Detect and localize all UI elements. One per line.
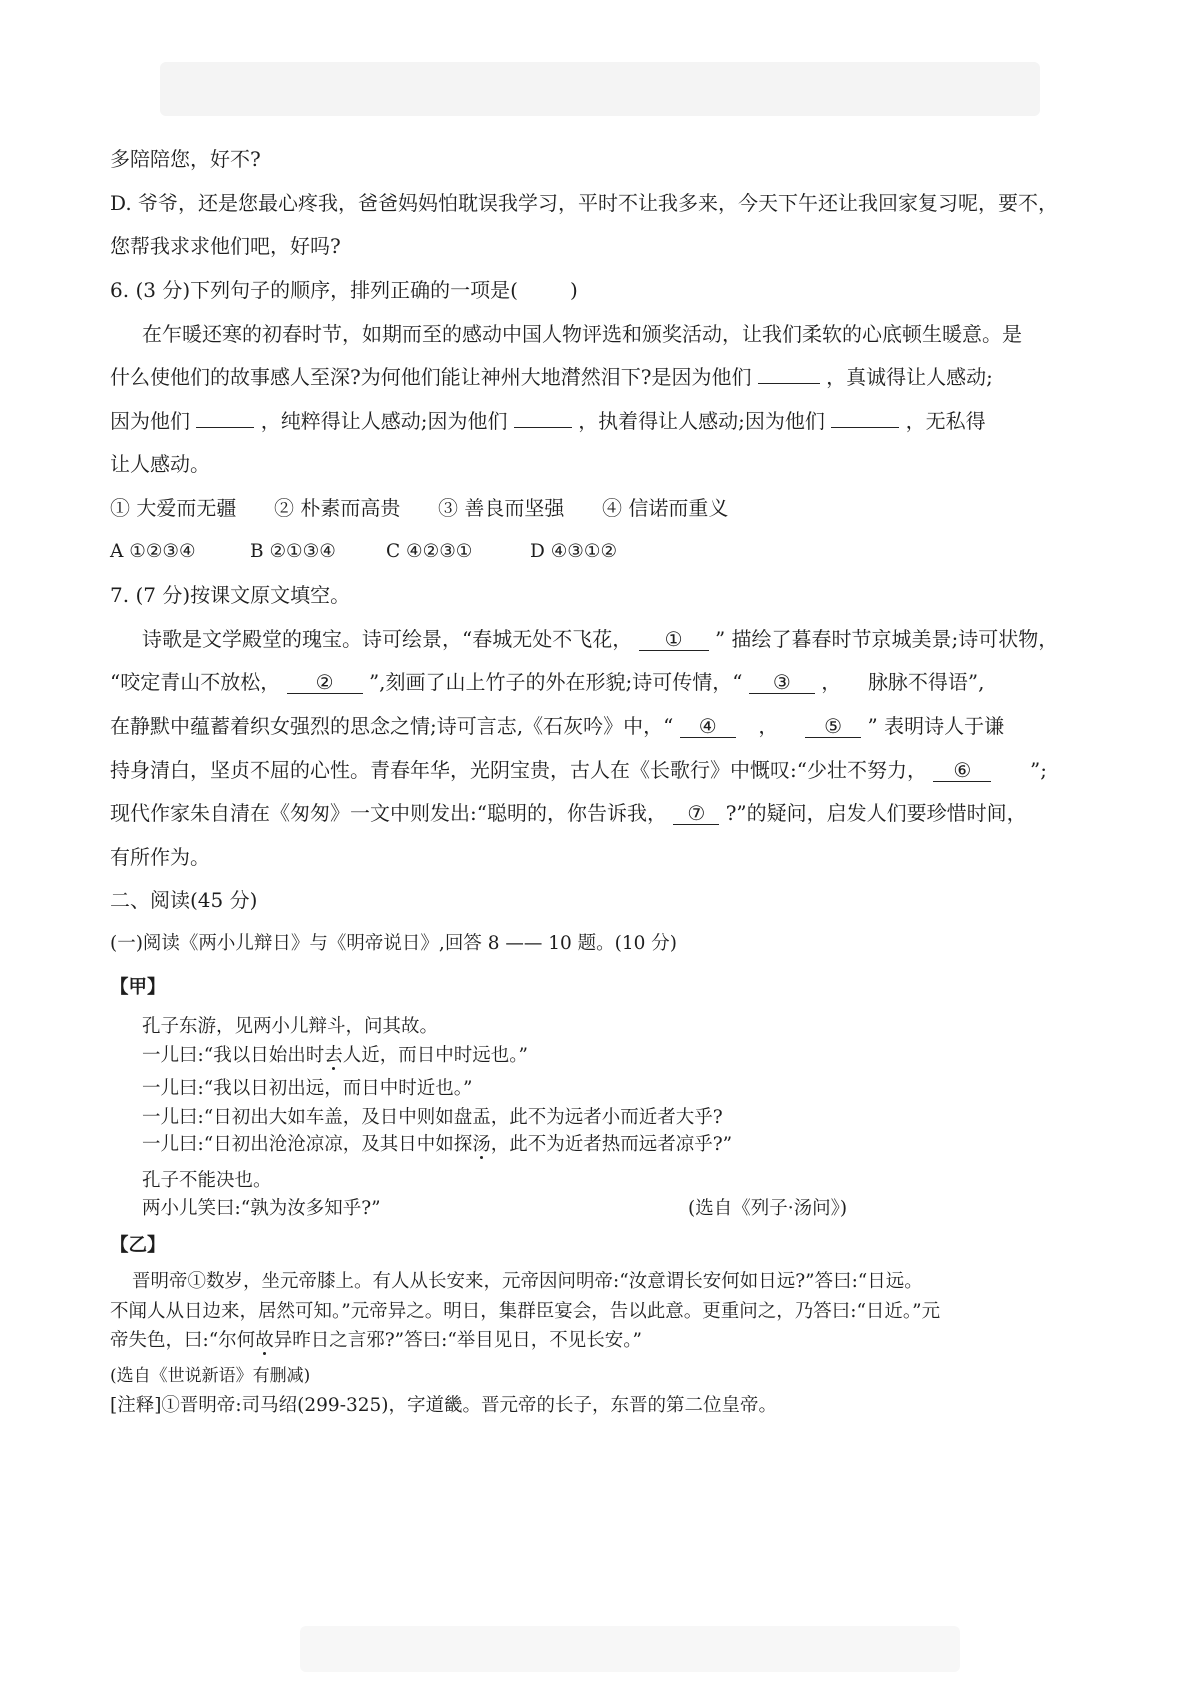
q7-text: 持身清白，坚贞不屈的心性。青春年华，光阴宝贵，古人在《长歌行》中慨叹:“少壮不努力， — [110, 758, 927, 782]
jia-line4: 一儿曰:“日初出大如车盖，及日中则如盘盂，此不为远者小而近者大乎? — [142, 1107, 723, 1128]
q7-text: 在静默中蕴蓄着织女强烈的思念之情;诗可言志,《石灰吟》中，“ — [110, 714, 674, 738]
q6-blank-3 — [514, 427, 572, 428]
q7-text: ?”的疑问，启发人们要珍惜时间， — [725, 801, 1027, 825]
scan-footer-band — [300, 1626, 960, 1672]
q7-blank-2: ② — [287, 671, 363, 694]
q6-item: ④ 信诺而重义 — [602, 496, 729, 520]
q6-item: ③ 善良而坚强 — [438, 496, 565, 520]
scan-header-band — [160, 62, 1040, 116]
q6-blank-1 — [758, 383, 820, 384]
q5-option-c-tail: 多陪陪您，好不? — [110, 147, 261, 171]
passage-yi-label: 【乙】 — [110, 1235, 166, 1256]
q6-text: 因为他们 — [110, 409, 190, 433]
yi-dotted-char: 故 — [255, 1330, 274, 1351]
q7-blank-7: ⑦ — [673, 802, 719, 825]
jia-line5 — [142, 1131, 732, 1159]
q6-stem-close: ) — [569, 278, 578, 302]
q6-text: ，无私得 — [905, 409, 986, 433]
q6-options — [110, 538, 617, 566]
q6-text: ，执着得让人感动;因为他们 — [578, 409, 825, 433]
q6-text: 什么使他们的故事感人至深?为何他们能让神州大地潸然泪下?是因为他们 — [110, 365, 752, 389]
q7-blank-1: ① — [639, 628, 709, 651]
jia-text: 一儿曰:“日初出沧沧凉凉，及其日中如探 — [142, 1134, 473, 1155]
q5-option-d-line1: D. 爷爷，还是您最心疼我，爸爸妈妈怕耽误我学习，平时不让我多来，今天下午还让我回家复习呢，要不， — [110, 191, 1059, 215]
q7-line5 — [110, 799, 1027, 827]
q6-text: ，真诚得让人感动; — [826, 365, 993, 389]
section-subtitle: (一)阅读《两小儿辩日》与《明帝说日》,回答 8 —— 10 题。(10 分) — [110, 933, 678, 954]
q6-option-c: C ④②③① — [386, 541, 473, 562]
q7-line1 — [142, 625, 1058, 653]
q7-blank-6: ⑥ — [933, 759, 991, 782]
q7-text: 现代作家朱自清在《匆匆》一文中则发出:“聪明的，你告诉我， — [110, 801, 667, 825]
q7-line4 — [110, 756, 1047, 784]
q7-text: 诗歌是文学殿堂的瑰宝。诗可绘景，“春城无处不飞花， — [142, 627, 633, 651]
yi-text: 异昨日之言邪?”答曰:“举目见日，不见长安。” — [273, 1330, 642, 1351]
yi-line3 — [110, 1327, 642, 1355]
q5-option-d-line2: 您帮我求求他们吧，好吗? — [110, 234, 341, 258]
passage-jia-label: 【甲】 — [110, 977, 166, 998]
jia-dotted-char: 去 — [324, 1045, 343, 1066]
q7-line2 — [110, 668, 985, 696]
q6-passage-line1: 在乍暖还寒的初春时节，如期而至的感动中国人物评选和颁奖活动，让我们柔软的心底顿生暖意。是 — [142, 322, 1022, 346]
yi-line1: 晋明帝①数岁，坐元帝膝上。有人从长安来，元帝因问明帝:“汝意谓长安何如日远?”答曰:“日远。 — [132, 1271, 923, 1292]
jia-line1: 孔子东游，见两小儿辩斗，问其故。 — [142, 1016, 439, 1037]
q7-text: ， — [758, 714, 779, 738]
jia-source: (选自《列子·汤问》) — [688, 1198, 848, 1219]
q6-passage-line4: 让人感动。 — [110, 452, 210, 476]
q6-passage-line3 — [110, 407, 986, 435]
q7-text: ” 表明诗人于谦 — [867, 714, 1005, 738]
q7-text: ” 描绘了暮春时节京城美景;诗可状物， — [714, 627, 1059, 651]
q6-option-a: A ①②③④ — [110, 541, 196, 562]
jia-text: 一儿曰:“我以日始出时 — [142, 1045, 325, 1066]
q6-stem-text: 6. (3 分)下列句子的顺序，排列正确的一项是( — [110, 278, 518, 302]
jia-line7: 两小儿笑曰:“孰为汝多知乎?” — [142, 1198, 381, 1219]
q6-text: ，纯粹得让人感动;因为他们 — [260, 409, 508, 433]
q6-passage-line2 — [110, 363, 993, 391]
q6-item: ① 大爱而无疆 — [110, 496, 237, 520]
q7-text: ”; — [1030, 758, 1048, 782]
jia-text: 人近，而日中时远也。” — [342, 1045, 528, 1066]
jia-dotted-char: 汤 — [472, 1134, 491, 1155]
q6-items — [110, 494, 728, 522]
q7-line3 — [110, 712, 1004, 740]
q7-text: ， — [821, 670, 842, 694]
yi-text: 帝失色，曰:“尔何 — [110, 1330, 256, 1351]
q7-text: “咬定青山不放松， — [110, 670, 281, 694]
section-title: 二、阅读(45 分) — [110, 888, 258, 912]
q7-text: 脉脉不得语”, — [867, 670, 985, 694]
q6-blank-4 — [831, 427, 899, 428]
jia-text: ，此不为近者热而远者凉乎?” — [490, 1134, 733, 1155]
yi-annotation: [注释]①晋明帝:司马绍(299-325)，字道畿。晋元帝的长子，东晋的第二位皇帝。 — [110, 1395, 777, 1416]
q7-stem: 7. (7 分)按课文原文填空。 — [110, 583, 351, 607]
q7-blank-3: ③ — [749, 671, 815, 694]
q6-blank-2 — [196, 427, 254, 428]
jia-line2 — [142, 1042, 528, 1070]
q6-item: ② 朴素而高贵 — [274, 496, 401, 520]
q7-text: ”,刻画了山上竹子的外在形貌;诗可传情，“ — [368, 670, 743, 694]
q6-option-b: B ②①③④ — [250, 541, 336, 562]
yi-line2: 不闻人从日边来，居然可知。”元帝异之。明日，集群臣宴会，告以此意。更重问之，乃答曰:“日近。”元 — [110, 1301, 941, 1322]
q6-stem — [110, 276, 578, 304]
jia-line3: 一儿曰:“我以日初出远，而日中时近也。” — [142, 1078, 473, 1099]
yi-source: (选自《世说新语》有删减) — [110, 1366, 311, 1386]
q7-line6: 有所作为。 — [110, 845, 210, 869]
jia-line6: 孔子不能决也。 — [142, 1170, 272, 1191]
q7-blank-5: ⑤ — [805, 715, 861, 738]
q6-option-d: D ④③①② — [530, 541, 618, 562]
q7-blank-4: ④ — [680, 715, 736, 738]
